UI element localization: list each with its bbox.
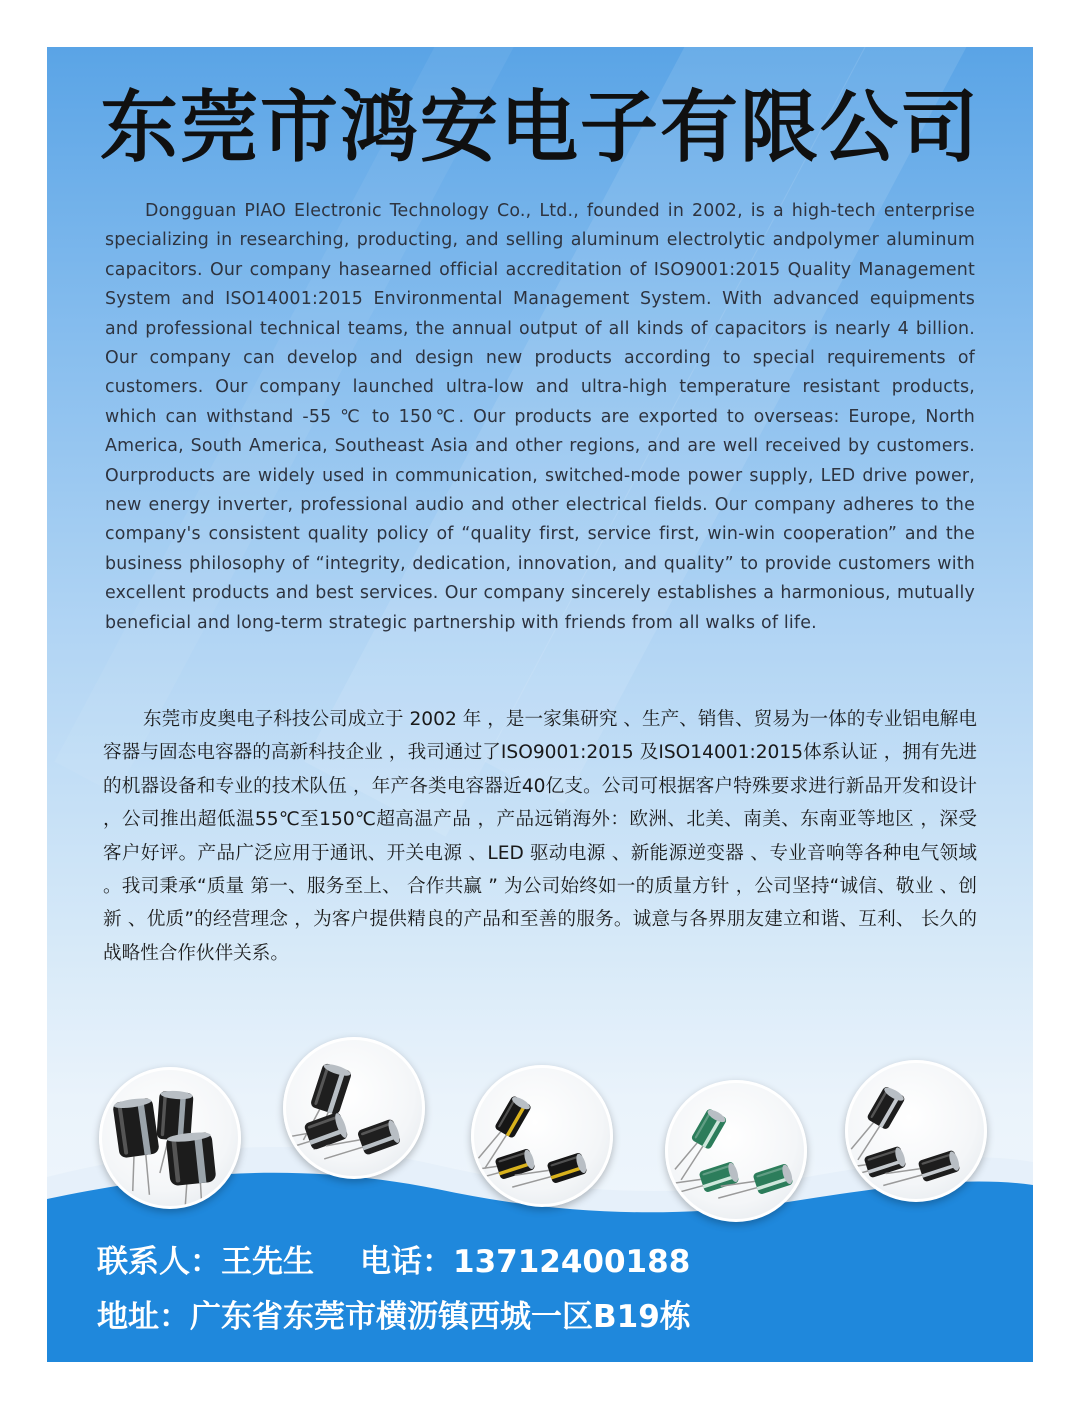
product-photo-snap-in bbox=[99, 1067, 241, 1209]
poster bbox=[47, 47, 1033, 1362]
contact-person: 联系人：王先生 bbox=[97, 1244, 314, 1280]
product-photo-silver bbox=[845, 1060, 987, 1202]
intro-chinese: 东莞市皮奥电子科技公司成立于 2002 年 ，是一家集研究 、生产、销售、贸易为一体的专业铝电解电容器与固态电容器的高新科技企业 ，我司通过了ISO9001:2015 及ISO14001:2015体系认证 ，拥有先进的机器设备和专业的技术队伍 ，年产各类电容器近40亿支。公司可根据客户特殊要求进行新品开发和设计 ，公司推出超低温55℃至150℃超高温产品 ，产品远销海外：欧洲、北美、南美、东南亚等地区 ，深受客户好评。产品广泛应用于通讯、开关电源 、LED 驱动电源 、新能源逆变器 、专业音响等各种电气领域 。我司秉承“质量 第一、服务至上、 合作共赢 ” 为公司始终如一的质量方针 ，公司坚持“诚信、敬业 、创新 、优质”的经营理念 ，为客户提供精良的产品和至善的服务。诚意与各界朋友建立和谐、互利、 长久的战略性合作伙伴关系。 bbox=[103, 709, 977, 964]
contact-phone: 电话：13712400188 bbox=[360, 1244, 691, 1280]
product-photo-green bbox=[665, 1080, 807, 1222]
contact-line bbox=[97, 1242, 690, 1282]
product-photo-black bbox=[283, 1037, 425, 1179]
intro-english: Dongguan PIAO Electronic Technology Co., Ltd., founded in 2002, is a high-tech enterprise specializing in researching, producting, and selling aluminum electrolytic andpolymer aluminum capacitors. Our company hasearned official accreditation of ISO9001:2015 Quality Management System and ISO14001:2015 Environmental Management System. With advanced equipments and professional technical teams, the annual output of all kinds of capacitors is nearly 4 billion. Our company can develop and design new products according to special requirements of customers. Our company launched ultra-low and ultra-high temperature resistant products, which can withstand -55 ℃ to 150℃. Our products are exported to overseas: Europe, North America, South America, Southeast Asia and other regions, and are well received by customers. Ourproducts are widely used in communication, switched-mode power supply, LED drive power, new energy inverter, professional audio and other electrical fields. Our company adheres to the company's consistent quality policy of “quality first, service first, win-win cooperation” and the business philosophy of “integrity, dedication, innovation, and quality” to provide customers with excellent products and best services. Our company sincerely establishes a harmonious, mutually beneficial and long-term strategic partnership with friends from all walks of life. bbox=[105, 201, 975, 633]
contact-address: 地址：广东省东莞市横沥镇西城一区B19栋 bbox=[97, 1299, 691, 1335]
capacitor-illustration bbox=[112, 1096, 165, 1198]
product-photo-yellow bbox=[471, 1065, 613, 1207]
capacitor-illustration bbox=[165, 1131, 220, 1206]
company-title: 东莞市鸿安电子有限公司 bbox=[99, 83, 980, 173]
